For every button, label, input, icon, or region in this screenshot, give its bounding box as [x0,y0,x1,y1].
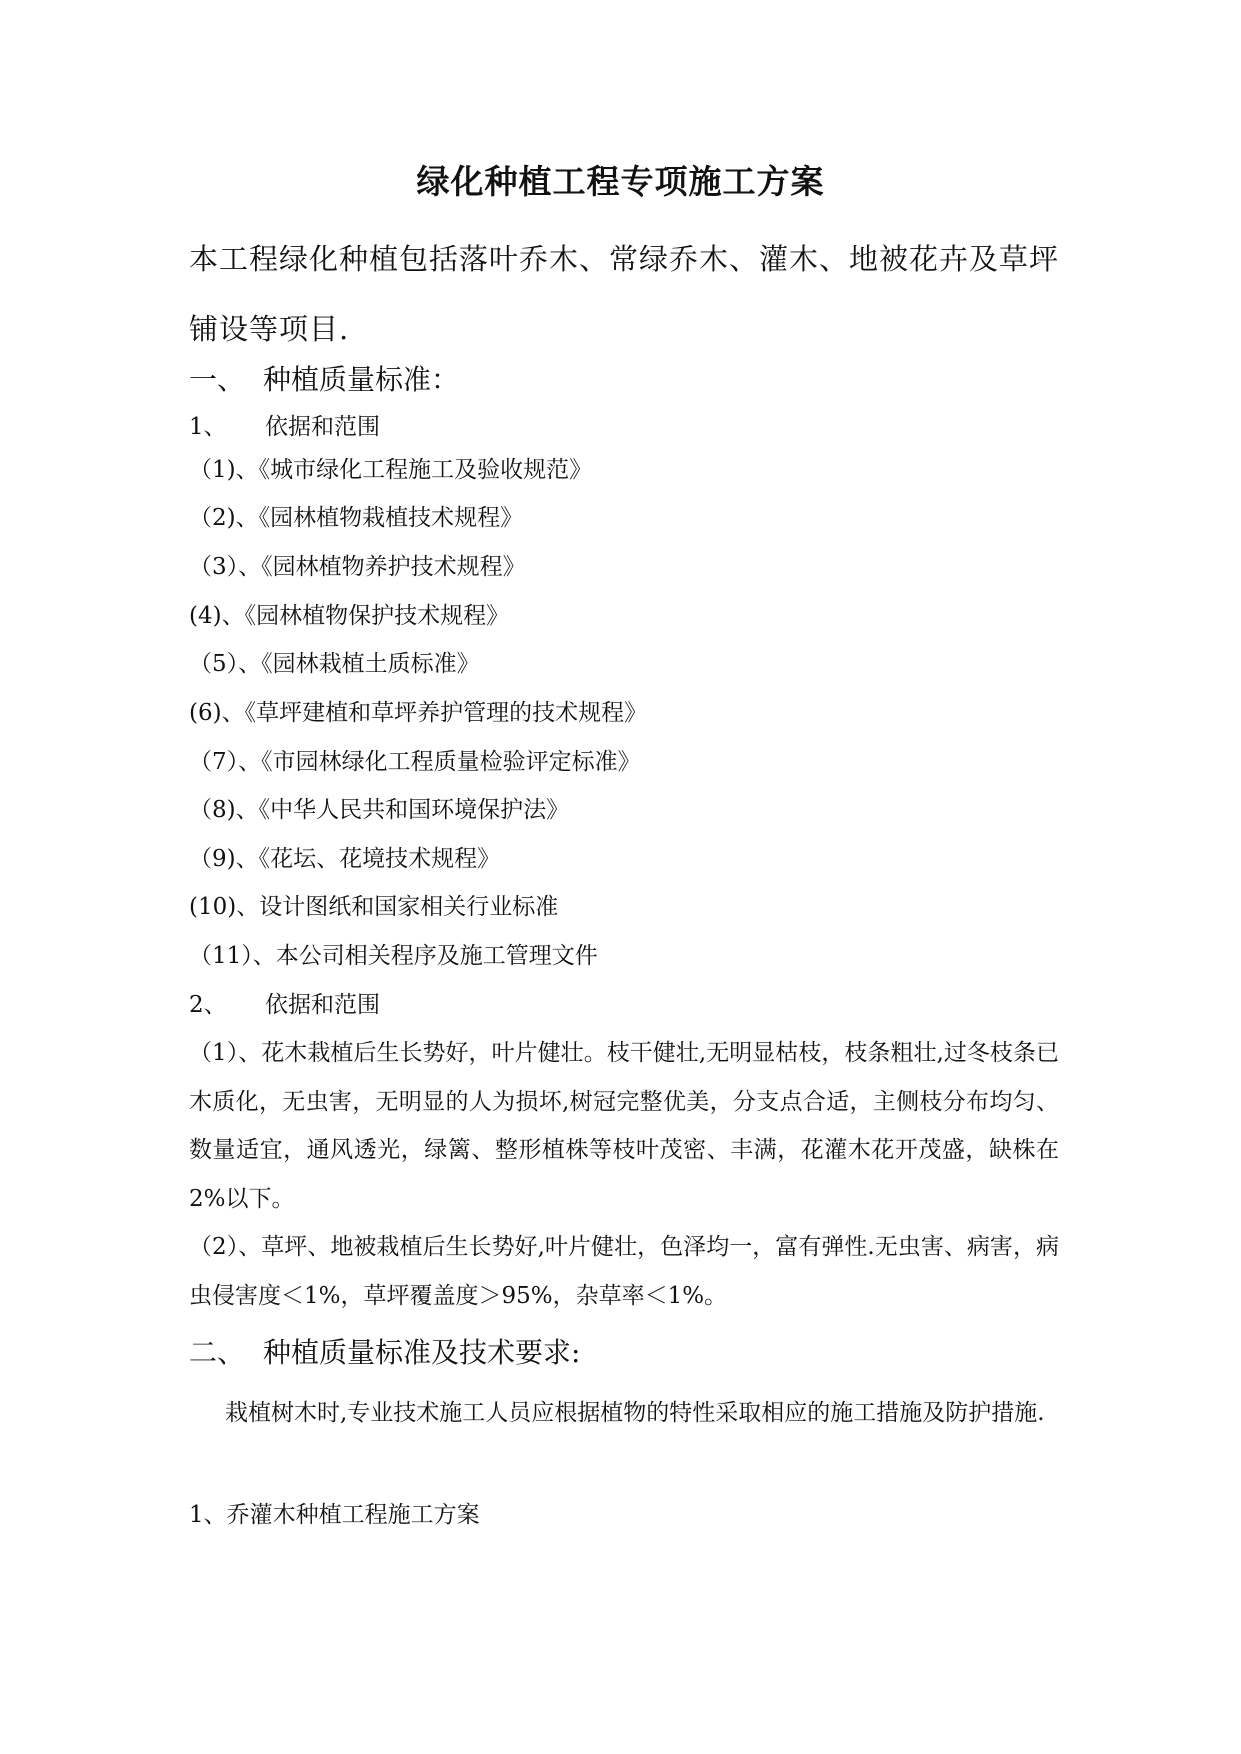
section-1-number: 一、 [189,363,246,396]
standard-paragraph-1: （1）、花木栽植后生长势好，叶片健壮。枝干健壮,无明显枯枝，枝条粗壮,过冬枝条已木质化，无虫害，无明显的人为损坏,树冠完整优美，分支点合适，主侧枝分布均匀、数量适宜，通风透光，绿篱、整形植株等枝叶茂密、丰满，花灌木花开茂盛，缺株在2%以下。 [189,1040,1059,1212]
reference-item: （5）、《园林栽植土质标准》 [189,651,480,677]
section-1-heading [189,360,1069,400]
reference-item: (6)、《草坪建植和草坪养护管理的技术规程》 [189,700,648,726]
reference-item: （7）、《市园林绿化工程质量检验评定标准》 [189,749,641,775]
subsection-2-heading [189,989,380,1021]
reference-item: (4)、《园林植物保护技术规程》 [189,603,510,629]
section-1-title: 种植质量标准： [263,363,460,396]
section-2-title: 种植质量标准及技术要求: [263,1336,581,1369]
subsection-1-label: 依据和范围 [265,414,380,440]
reference-item: （11）、本公司相关程序及施工管理文件 [189,943,598,969]
reference-item: （3）、《园林植物养护技术规程》 [189,554,526,580]
section-2-heading [189,1333,1069,1373]
subsection-1-number: 1、 [189,414,227,440]
section-2-paragraph: 栽植树木时,专业技术施工人员应根据植物的特性采取相应的施工措施及防护措施. [225,1400,1045,1426]
reference-item: （9)、《花坛、花境技术规程》 [189,846,501,872]
document-title: 绿化种植工程专项施工方案 [416,162,825,201]
reference-item: （1)、《城市绿化工程施工及验收规范》 [189,457,593,483]
subsection-1-heading [189,411,380,443]
intro-paragraph: 本工程绿化种植包括落叶乔木、常绿乔木、灌木、地被花卉及草坪铺设等项目. [189,242,1060,346]
subsection-3-heading: 1、乔灌木种植工程施工方案 [189,1502,480,1528]
standard-paragraph-2: （2）、草坪、地被栽植后生长势好,叶片健壮，色泽均一，富有弹性.无虫害、病害，病虫侵害度＜1%，草坪覆盖度＞95%，杂草率＜1%。 [189,1234,1059,1309]
section-2-number: 二、 [189,1336,246,1369]
subsection-2-number: 2、 [189,992,227,1018]
reference-item: （8)、《中华人民共和国环境保护法》 [189,797,570,823]
reference-item: (10)、设计图纸和国家相关行业标准 [189,894,559,920]
reference-item: （2)、《园林植物栽植技术规程》 [189,505,524,531]
subsection-2-label: 依据和范围 [265,992,380,1018]
